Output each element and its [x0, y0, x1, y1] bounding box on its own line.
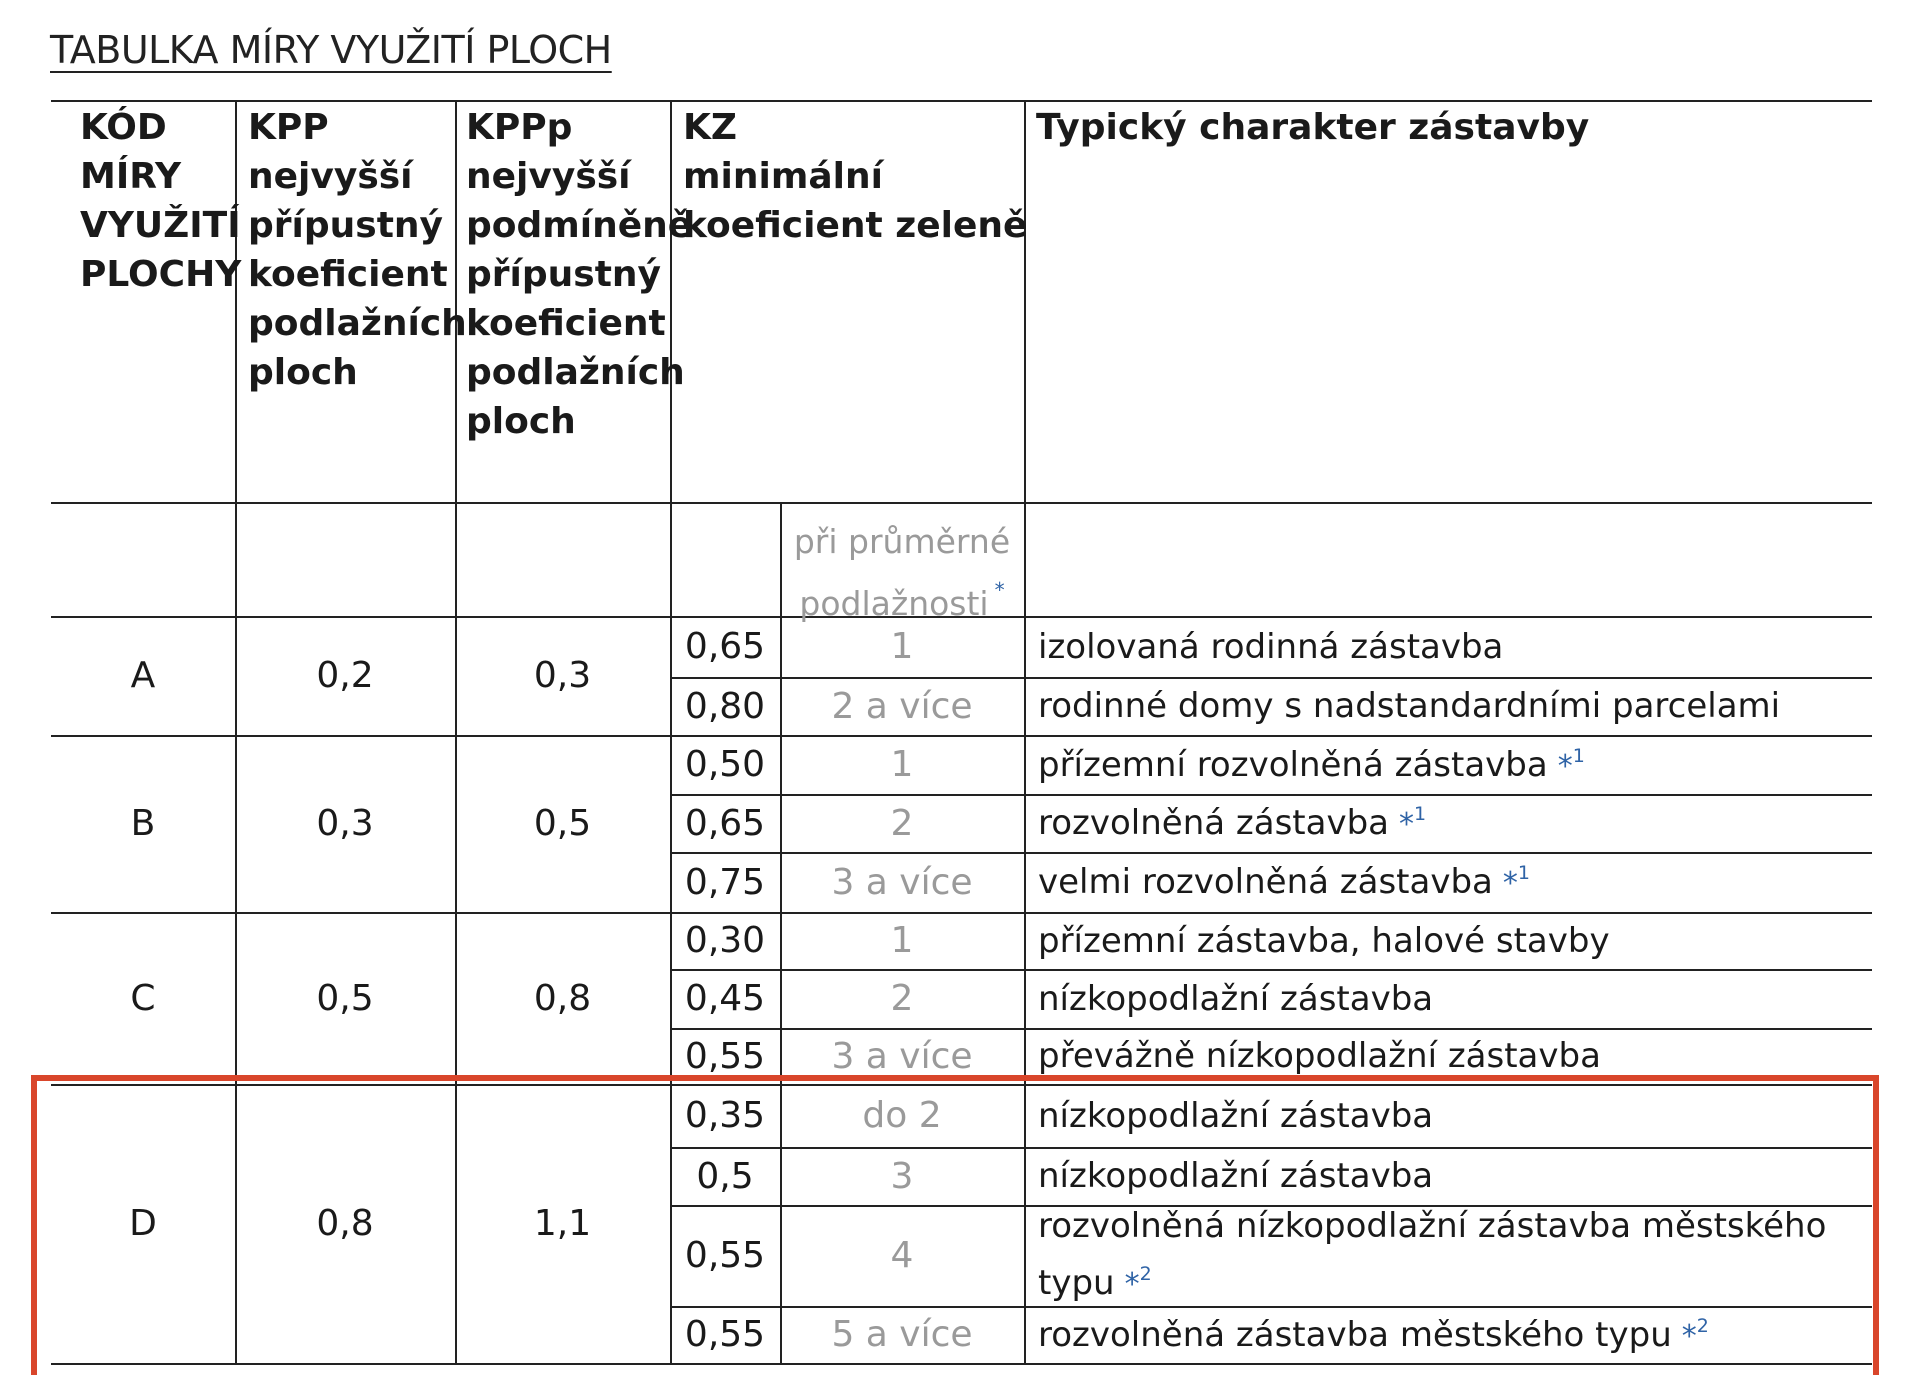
header-kpp: KPP nejvyšší přípustný koeficient podlažních ploch — [248, 107, 467, 393]
desc-text: nízkopodlažní zástavba — [1038, 1095, 1434, 1136]
kz-value: 0,65 — [684, 626, 766, 667]
footnote-mark: *$^2$ — [1681, 1314, 1709, 1354]
header-floors-sub: při průměrné podlažnosti * — [793, 522, 1011, 623]
desc-text: nízkopodlažní zástavba — [1038, 1156, 1434, 1196]
group-code: A — [130, 655, 156, 696]
character-desc — [1024, 852, 1886, 912]
floors-value: 3 a více — [831, 861, 973, 903]
desc-text: rozvolněná zástavba — [1038, 803, 1390, 843]
group-kpp: 0,2 — [316, 655, 374, 696]
floors-value: do 2 — [862, 1095, 942, 1136]
desc-text-line2: typu — [1038, 1263, 1115, 1303]
desc-text: rozvolněná zástavba městského typu — [1038, 1314, 1672, 1355]
kz-value: 0,35 — [684, 1095, 766, 1136]
group-kpp: 0,3 — [316, 803, 374, 844]
desc-text: přízemní zástavba, halové stavby — [1038, 920, 1610, 961]
group-kppp: 0,3 — [533, 655, 592, 696]
kz-value: 0,55 — [684, 1314, 766, 1355]
desc-text: izolovaná rodinná zástavba — [1038, 626, 1504, 667]
kz-value: 0,55 — [684, 1035, 766, 1077]
floors-value: 1 — [890, 626, 914, 667]
footnote-mark: * — [994, 578, 1005, 602]
table-title: TABULKA MÍRY VYUŽITÍ PLOCH — [50, 28, 612, 72]
floors-value: 2 — [890, 978, 914, 1019]
highlight-frame — [31, 1075, 1879, 1375]
desc-text: rozvolněná nízkopodlažní zástavba městského — [1038, 1206, 1827, 1246]
header-top-rule — [51, 100, 1872, 102]
character-desc — [1024, 616, 1886, 677]
footnote-mark: *$^1$ — [1502, 862, 1530, 901]
floors-value: 2 a více — [831, 685, 973, 727]
floors-value: 3 — [890, 1155, 914, 1197]
character-desc — [1024, 677, 1886, 735]
footnote-mark: *$^1$ — [1399, 803, 1427, 842]
header-character: Typický charakter zástavby — [1036, 107, 1590, 148]
footnote-mark: *$^2$ — [1124, 1263, 1152, 1302]
character-desc — [1024, 735, 1886, 794]
floors-value: 4 — [890, 1235, 914, 1276]
kz-value: 0,50 — [684, 744, 766, 785]
kz-value: 0,75 — [684, 861, 766, 903]
kz-value: 0,30 — [684, 920, 766, 961]
desc-text: nízkopodlažní zástavba — [1038, 978, 1434, 1019]
kz-value: 0,55 — [684, 1235, 766, 1276]
character-desc — [1024, 912, 1886, 969]
floors-value: 1 — [890, 920, 914, 961]
header-kppp: KPPp nejvyšší podmíněně přípustný koeficient podlažních ploch — [466, 107, 693, 442]
desc-text: přízemní rozvolněná zástavba — [1038, 744, 1548, 785]
kz-value: 0,45 — [684, 978, 766, 1019]
group-code: D — [129, 1203, 157, 1244]
header-kz: KZ minimální koeficient zeleně — [683, 107, 1028, 246]
desc-text: rodinné domy s nadstandardními parcelami — [1038, 686, 1781, 726]
floors-value: 1 — [890, 744, 914, 785]
header-code: KÓD MÍRY VYUŽITÍ PLOCHY — [80, 107, 242, 295]
floors-value: 2 — [890, 802, 914, 844]
desc-text: převážně nízkopodlažní zástavba — [1038, 1036, 1601, 1076]
floors-value: 5 a více — [831, 1314, 973, 1355]
kz-value: 0,5 — [696, 1155, 754, 1197]
group-kppp: 0,8 — [533, 977, 592, 1019]
group-kppp: 1,1 — [533, 1203, 592, 1244]
kz-value: 0,65 — [684, 802, 766, 844]
kz-value: 0,80 — [684, 685, 766, 727]
character-desc — [1024, 969, 1886, 1028]
footnote-mark: *$^1$ — [1557, 744, 1585, 784]
character-desc — [1024, 794, 1886, 852]
group-kppp: 0,5 — [533, 803, 592, 844]
desc-text: velmi rozvolněná zástavba — [1038, 862, 1493, 902]
floors-value: 3 a více — [831, 1035, 973, 1077]
group-code: B — [130, 803, 156, 844]
group-kpp: 0,8 — [316, 1203, 374, 1244]
group-kpp: 0,5 — [316, 977, 374, 1019]
group-code: C — [130, 977, 156, 1019]
header-bottom-rule — [51, 502, 1872, 504]
